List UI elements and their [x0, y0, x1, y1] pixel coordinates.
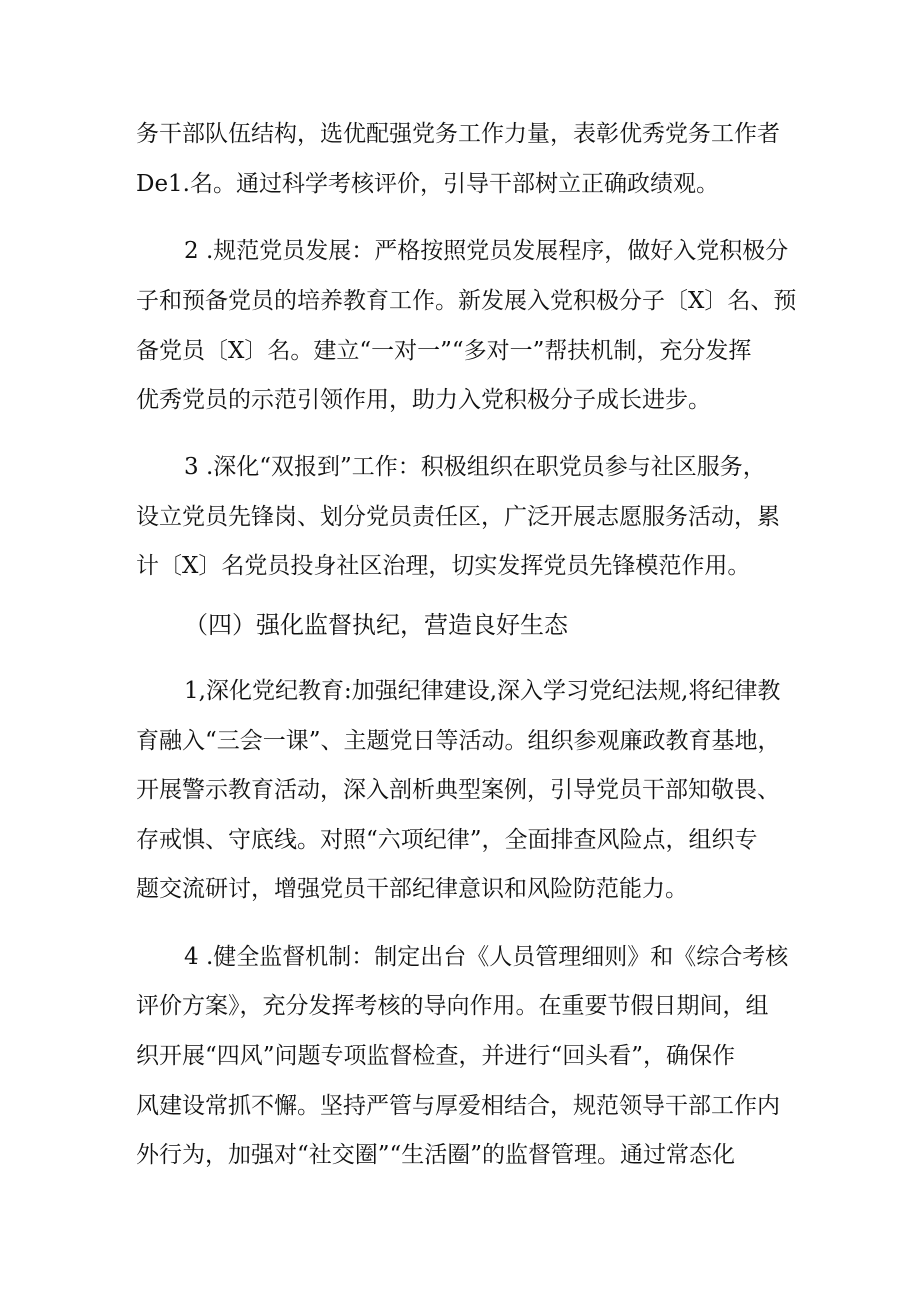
text-line: [0, 164, 920, 204]
text-line: [0, 869, 920, 909]
section-heading: [0, 605, 920, 645]
line-text: 评价方案》，充分发挥考核的导向作用。在重要节假日期间，组: [136, 993, 769, 1019]
line-text: 2 .规范党员发展：严格按照党员发展程序，做好入党积极分: [184, 238, 789, 264]
line-text: 4 .健全监督机制：制定出台《人员管理细则》和《综合考核: [184, 944, 789, 970]
text-line: [0, 114, 920, 154]
text-line: [0, 447, 920, 487]
text-line: [0, 671, 920, 711]
text-line: [0, 331, 920, 371]
line-text: 风建设常抓不懈。坚持严管与厚爱相结合，规范领导干部工作内: [136, 1093, 780, 1119]
text-line: [0, 770, 920, 810]
line-text: 外行为，加强对“社交圈”“生活圈”的监督管理。通过常态化: [136, 1142, 736, 1168]
text-line: [0, 820, 920, 860]
text-line: [0, 1135, 920, 1175]
line-text: 题交流研讨，增强党员干部纪律意识和风险防范能力。: [136, 876, 688, 902]
text-line: [0, 1086, 920, 1126]
line-text: 备党员〔X〕名。建立“一对一”“多对一”帮扶机制，充分发挥: [136, 338, 752, 364]
text-line: [0, 937, 920, 977]
text-line: [0, 281, 920, 321]
line-text: 务干部队伍结构，选优配强党务工作力量，表彰优秀党务工作者: [136, 121, 780, 147]
text-line: [0, 721, 920, 761]
line-text: 计〔X〕名党员投身社区治理，切实发挥党员先锋模范作用。: [136, 553, 751, 579]
heading-text: （四）强化监督执纪，营造良好生态: [184, 611, 568, 639]
text-line: [0, 380, 920, 420]
text-line: [0, 546, 920, 586]
line-text: 开展警示教育活动，深入剖析典型案例，引导党员干部知敬畏、: [136, 777, 780, 803]
line-text: 子和预备党员的培养教育工作。新发展入党积极分子〔X〕名、预: [136, 288, 797, 314]
line-text: 优秀党员的示范引领作用，助力入党积极分子成长进步。: [136, 387, 711, 413]
line-text: 设立党员先锋岗、划分党员责任区，广泛开展志愿服务活动，累: [136, 504, 780, 530]
text-line: [0, 231, 920, 271]
line-text: 存戒惧、守底线。对照“六项纪律”，全面排查风险点，组织专: [136, 827, 758, 853]
line-text: 3 .深化“双报到”工作：积极组织在职党员参与社区服务，: [184, 454, 766, 480]
line-text: 1,深化党纪教育:加强纪律建设,深入学习党纪法规,将纪律教: [184, 678, 781, 704]
line-text: 织开展“四风”问题专项监督检查，并进行“回头看”，确保作: [136, 1043, 736, 1069]
text-line: [0, 986, 920, 1026]
text-line: [0, 497, 920, 537]
text-line: [0, 1036, 920, 1076]
line-text: 育融入“三会一课”、主题党日等活动。组织参观廉政教育基地，: [136, 728, 781, 754]
line-text: De1.名。通过科学考核评价，引导干部树立正确政绩观。: [136, 171, 719, 197]
